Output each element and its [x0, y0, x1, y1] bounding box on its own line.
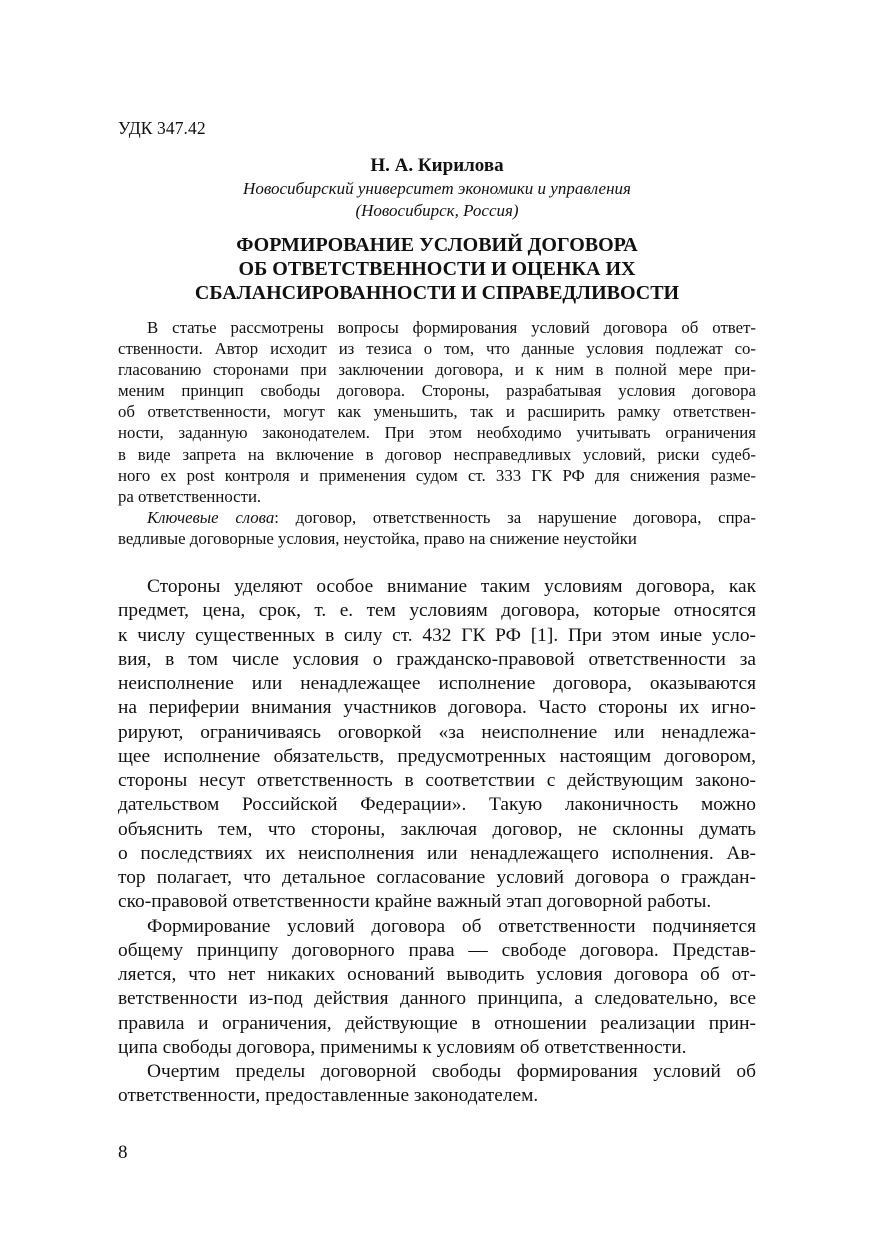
abstract-line: гласованию сторонами при заключении договора, и к ним в полной мере при- — [118, 360, 756, 380]
body-line: ветственности из-под действия данного принципа, а следовательно, все — [118, 988, 756, 1010]
abstract-line: в виде запрета на включение в договор несправедливых условий, риски судеб- — [118, 444, 756, 464]
body-line: о последствиях их неисполнения или ненадлежащего исполнения. Ав- — [118, 842, 756, 864]
abstract-line: ного ex post контроля и применения судом ст. 333 ГК РФ для снижения разме- — [118, 465, 756, 485]
body-line: Формирование условий договора об ответственности подчиняется — [147, 915, 756, 937]
author-block — [118, 154, 756, 222]
body-line: щее исполнение обязательств, предусмотренных настоящим договором, — [118, 745, 756, 767]
body-line: тор полагает, что детальное согласование условий договора о граждан- — [118, 867, 756, 888]
body-line: предмет, цена, срок, т. е. тем условиям договора, которые относятся — [118, 600, 756, 622]
body-line: стороны несут ответственность в соответствии с действующим законо- — [118, 770, 756, 791]
abstract-line: ра ответственности. — [118, 486, 262, 506]
body-line: объяснить тем, что стороны, заключая договор, не склонны думать — [118, 818, 756, 840]
body-line: рируют, ограничиваясь оговоркой «за неисполнение или ненадлежа- — [118, 721, 756, 743]
abstract-line: меним принцип свободы договора. Стороны, разрабатывая условия договора — [118, 381, 756, 401]
body-line: ципа свободы договора, применимы к условиям об ответственности. — [118, 1036, 687, 1058]
abstract-line: ности, заданную законодателем. При этом необходимо учитывать ограничения — [118, 423, 756, 443]
body-line: дательством Российской Федерации». Такую лаконичность можно — [118, 794, 756, 816]
udk-code: УДК 347.42 — [118, 118, 206, 138]
title-line: ОБ ОТВЕТСТВЕННОСТИ И ОЦЕНКА ИХ — [238, 258, 636, 280]
abstract — [118, 317, 756, 549]
title-line: ФОРМИРОВАНИЕ УСЛОВИЙ ДОГОВОРА — [236, 234, 638, 256]
keywords-line: ведливые договорные условия, неустойка, право на снижение неустойки — [118, 528, 637, 548]
body-line: неисполнение или ненадлежащее исполнение договора, оказываются — [118, 673, 756, 694]
body-line: Стороны уделяют особое внимание таким условиям договора, как — [147, 576, 756, 597]
abstract-line: ственности. Автор исходит из тезиса о том, что данные условия подлежат со- — [118, 339, 756, 359]
body-line: ответственности, предоставленные законодателем. — [118, 1085, 539, 1107]
body-line: ляется, что нет никаких оснований выводить условия договора об от- — [118, 964, 756, 985]
abstract-line: В статье рассмотрены вопросы формирования условий договора об ответ- — [147, 318, 756, 337]
body-line: правила и ограничения, действующие в отношении реализации прин- — [118, 1012, 756, 1034]
author-location: (Новосибирск, Россия) — [355, 201, 519, 220]
body-line: общему принципу договорного права — свободе договора. Представ- — [118, 939, 756, 961]
keywords-text: : договор, ответственность за нарушение договора, спра- — [274, 507, 756, 527]
article-title — [118, 233, 756, 305]
abstract-line: об ответственности, могут как уменьшить, так и расширить рамку ответствен- — [118, 402, 756, 422]
body-line: к числу существенных в силу ст. 432 ГК РФ [1]. При этом иные усло- — [118, 624, 756, 646]
article-body — [118, 575, 756, 1109]
author-name: Н. А. Кирилова — [370, 155, 504, 176]
page-number: 8 — [118, 1142, 128, 1163]
author-affiliation: Новосибирский университет экономики и управления — [243, 179, 631, 198]
keywords-label: Ключевые слова — [147, 507, 275, 527]
body-line: вия, в том числе условия о гражданско-правовой ответственности за — [118, 648, 756, 670]
body-line: Очертим пределы договорной свободы формирования условий об — [147, 1061, 756, 1082]
body-line: ско-правовой ответственности крайне важный этап договорной работы. — [118, 891, 712, 913]
keywords-line — [118, 507, 756, 528]
title-line: СБАЛАНСИРОВАННОСТИ И СПРАВЕДЛИВОСТИ — [194, 282, 680, 304]
body-line: на периферии внимания участников договора. Часто стороны их игно- — [118, 697, 756, 719]
